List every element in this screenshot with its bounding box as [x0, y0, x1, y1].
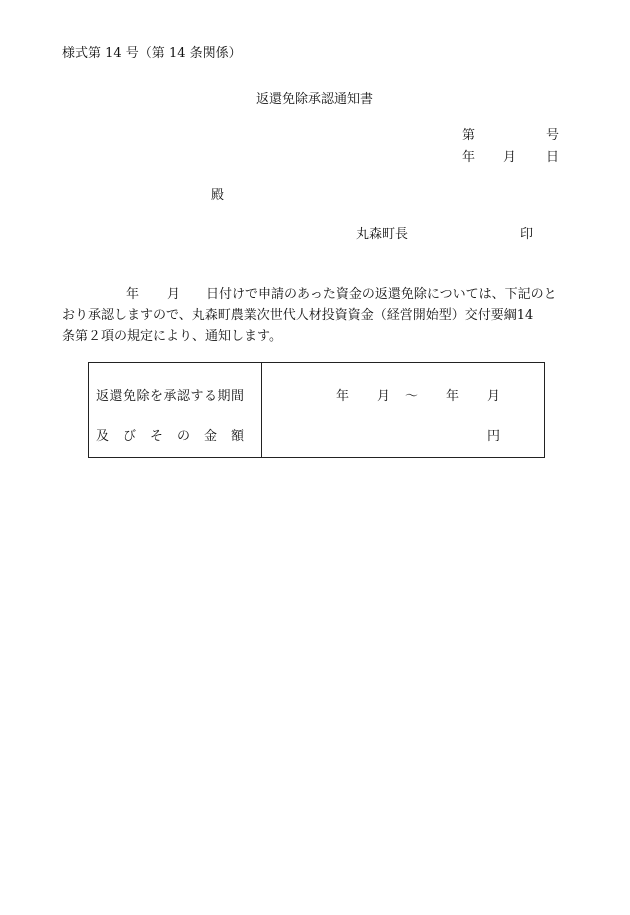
date-year-label: 年: [462, 150, 476, 165]
amount-label-char: の: [177, 429, 191, 444]
form-number: 様式第 14 号（第 14 条関係）: [62, 46, 242, 61]
body-line-1-text: 日付けで申請のあった資金の返還免除については、下記のと: [206, 287, 557, 302]
amount-label-char: 金: [204, 429, 218, 444]
body-month-label: 月: [167, 287, 181, 302]
seal-mark: 印: [520, 227, 534, 242]
body-line-1: [62, 284, 584, 305]
body-line-2: おり承認しますので、丸森町農業次世代人材投資資金（経営開始型）交付要綱14: [62, 308, 534, 323]
amount-label-char: 及: [96, 429, 110, 444]
amount-unit-label: 円: [487, 429, 501, 444]
date-day-label: 日: [546, 150, 560, 165]
document-title: 返還免除承認通知書: [256, 92, 374, 107]
issuer-name: 丸森町長: [356, 227, 409, 242]
amount-label-char: そ: [150, 429, 164, 444]
period-end-month-label: 月: [487, 389, 501, 404]
approval-table: [88, 362, 545, 458]
body-paragraph: [62, 284, 584, 347]
document-number-suffix: 号: [546, 128, 560, 143]
table-column-divider: [261, 363, 262, 457]
period-label: 返還免除を承認する期間: [96, 389, 245, 404]
document-number-prefix: 第: [462, 128, 476, 143]
body-year-label: 年: [126, 287, 140, 302]
addressee-honorific: 殿: [211, 188, 225, 203]
period-end-year-label: 年: [446, 389, 460, 404]
amount-label-char: び: [123, 429, 137, 444]
amount-label: [96, 425, 244, 444]
period-start-year-label: 年: [336, 389, 350, 404]
body-line-3: 条第２項の規定により、通知します。: [62, 329, 282, 344]
period-range-separator: 〜: [405, 389, 419, 404]
period-start-month-label: 月: [377, 389, 391, 404]
date-month-label: 月: [503, 150, 517, 165]
amount-label-char: 額: [231, 429, 245, 444]
